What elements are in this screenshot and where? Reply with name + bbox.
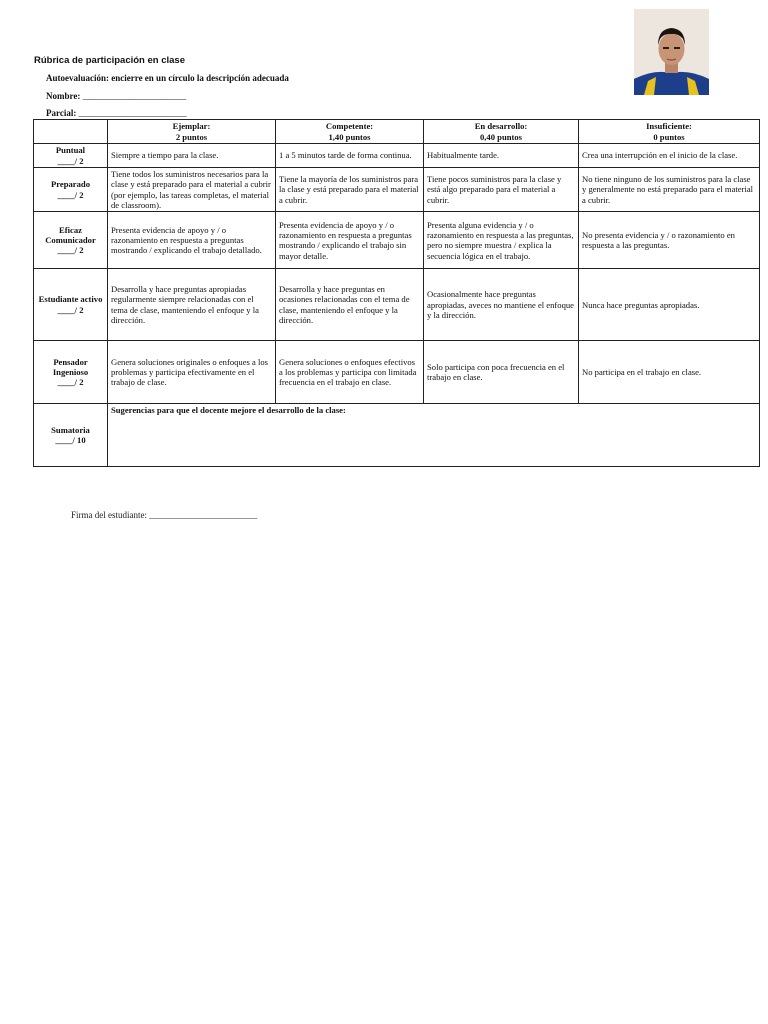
rubric-cell[interactable]: Solo participa con poca frecuencia en el trabajo en clase. [424,341,579,404]
header-name: Insuficiente: [646,121,692,132]
row-label: Preparado [51,179,90,190]
header-name: Competente: [325,121,374,132]
rubric-cell[interactable]: No presenta evidencia y / o razonamiento en respuesta a las preguntas. [579,212,760,269]
student-photo [634,9,709,95]
row-score: ____/ 2 [57,377,84,388]
header-points: 0,40 puntos [479,131,523,142]
header-points: 2 puntos [175,131,208,142]
header-name: Ejemplar: [172,121,211,132]
suggestions-label: Sugerencias para que el docente mejore el desarrollo de la clase: [111,405,346,416]
row-score: ____/ 2 [57,155,84,166]
document-title: Rúbrica de participación en clase [34,55,185,66]
row-label-cell [34,212,108,269]
header-name: En desarrollo: [474,121,528,132]
row-label: Puntual [55,145,86,156]
instruction-text: Autoevaluación: encierre en un círculo la descripción adecuada [46,73,289,83]
table-row [34,269,760,341]
summary-label-cell [34,404,108,467]
rubric-cell[interactable]: Genera soluciones o enfoques efectivos a los problemas y participa con limitada frecuencia en el trabajo en clase. [276,341,424,404]
rubric-cell[interactable]: Crea una interrupción en el inicio de la clase. [579,144,760,168]
row-score: ____/ 2 [57,304,84,315]
suggestions-cell[interactable] [108,404,760,467]
summary-label: Sumatoria [51,424,90,435]
header-competente [276,120,424,144]
rubric-cell[interactable]: No tiene ninguno de los suministros para la clase y generalmente no está preparado para el material a cubrir. [579,168,760,212]
rubric-cell[interactable]: Nunca hace preguntas apropiadas. [579,269,760,341]
rubric-cell[interactable]: Presenta evidencia de apoyo y / o razonamiento en respuesta a preguntas mostrando / explicando el trabajo sin mayor detalle. [276,212,424,269]
partial-label: Parcial: [46,108,77,118]
name-blank-line: _______________________ [82,91,187,101]
row-score: ____/ 2 [57,189,84,200]
partial-blank-line: ________________________ [78,108,187,118]
rubric-cell[interactable]: Genera soluciones originales o enfoques a los problemas y participa efectivamente en el trabajo de clase. [108,341,276,404]
name-field [46,91,186,101]
row-label-cell [34,341,108,404]
header-en-desarrollo [424,120,579,144]
table-row [34,144,760,168]
row-score: ____/ 2 [57,245,84,256]
header-ejemplar [108,120,276,144]
header-insuficiente [579,120,760,144]
rubric-cell[interactable]: Tiene todos los suministros necesarios para la clase y está preparado para el material a cubrir (por ejemplo, las tareas completas, el material de classroom). [108,168,276,212]
corner-cell [34,120,108,144]
summary-row [34,404,760,467]
row-label: Estudiante activo [38,294,103,305]
rubric-cell[interactable]: Habitualmente tarde. [424,144,579,168]
rubric-cell[interactable]: Presenta evidencia de apoyo y / o razonamiento en respuesta a preguntas mostrando / explicando el trabajo detallado. [108,212,276,269]
signature-line: Firma del estudiante: ________________________ [71,510,258,520]
row-label-cell [34,144,108,168]
header-row [34,120,760,144]
row-label-cell [34,168,108,212]
table-row [34,212,760,269]
table-row [34,341,760,404]
rubric-cell[interactable]: Presenta alguna evidencia y / o razonamiento en respuesta a las preguntas, pero no siempre muestra / explica la secuencia lógica en el trabajo. [424,212,579,269]
name-label: Nombre: [46,91,81,101]
rubric-cell[interactable]: Desarrolla y hace preguntas apropiadas regularmente siempre relacionadas con el tema de clase, manteniendo el enfoque y la dirección. [108,269,276,341]
rubric-cell[interactable]: Desarrolla y hace preguntas en ocasiones relacionadas con el tema de clase, manteniendo el enfoque y la dirección. [276,269,424,341]
rubric-cell[interactable]: Tiene pocos suministros para la clase y está algo preparado para el material a cubrir. [424,168,579,212]
partial-field [46,108,187,118]
rubric-cell[interactable]: Siempre a tiempo para la clase. [108,144,276,168]
row-label: Eficaz Comunicador [45,224,96,246]
rubric-cell[interactable]: Ocasionalmente hace preguntas apropiadas, aveces no mantiene el enfoque y la dirección. [424,269,579,341]
row-label-cell [34,269,108,341]
rubric-table [33,119,760,467]
header-points: 1,40 puntos [328,131,371,142]
table-row [34,168,760,212]
header-points: 0 puntos [653,131,685,142]
row-label: Pensador Ingenioso [52,356,89,378]
rubric-cell[interactable]: Tiene la mayoría de los suministros para la clase y está preparado para el material a cubrir. [276,168,424,212]
summary-score: ____/ 10 [55,435,86,446]
rubric-cell[interactable]: No participa en el trabajo en clase. [579,341,760,404]
rubric-cell[interactable]: 1 a 5 minutos tarde de forma continua. [276,144,424,168]
